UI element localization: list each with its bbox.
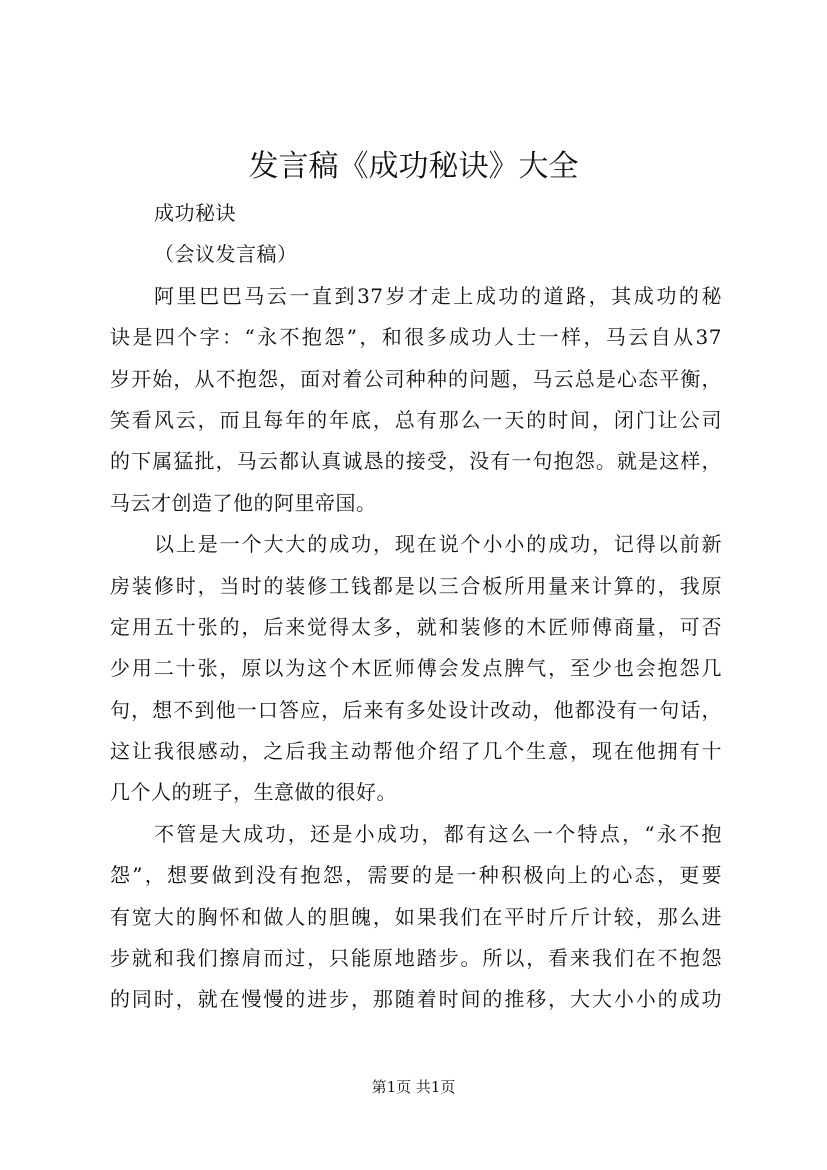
text-line: 几个人的班子，生意做的很好。 [110,780,397,805]
text-line: 定用五十张的，后来觉得太多，就和装修的木匠师傅商量，可否 [110,614,722,639]
text-line: 少用二十张，原以为这个木匠师傅会发点脾气，至少也会抱怨几 [110,656,722,681]
text-line: 以上是一个大大的成功，现在说个小小的成功，记得以前新 [154,532,722,557]
text-line: （会议发言稿） [154,242,298,267]
page-footer: 第1页 共1页 [371,1078,456,1096]
text-line: 步就和我们擦肩而过，只能原地踏步。所以，看来我们在不抱怨 [110,946,722,971]
text-line: 房装修时，当时的装修工钱都是以三合板所用量来计算的，我原 [110,573,722,598]
text-line: 笑看风云，而且每年的年底，总有那么一天的时间，闭门让公司 [110,407,722,432]
text-line: 句，想不到他一口答应，后来有多处设计改动，他都没有一句话， [110,697,722,722]
text-line: 岁开始，从不抱怨，面对着公司种种的问题，马云总是心态平衡， [110,366,722,391]
text-line: 马云才创造了他的阿里帝国。 [110,490,377,515]
text-line: 不管是大成功，还是小成功，都有这么一个特点，“永不抱 [154,821,722,846]
text-line: 有宽大的胸怀和做人的胆魄，如果我们在平时斤斤计较，那么进 [110,904,722,929]
text-line: 诀是四个字：“永不抱怨”，和很多成功人士一样，马云自从37 [110,325,722,350]
text-line: 这让我很感动，之后我主动帮他介绍了几个生意，现在他拥有十 [110,739,722,764]
text-line: 成功秘诀 [154,201,236,225]
document-title: 发言稿《成功秘诀》大全 [248,149,579,184]
text-line: 阿里巴巴马云一直到37岁才走上成功的道路，其成功的秘 [154,283,722,308]
document-body [110,193,722,1021]
text-line: 怨”，想要做到没有抱怨，需要的是一种积极向上的心态，更要 [110,863,722,888]
text-line: 的下属猛批，马云都认真诚恳的接受，没有一句抱怨。就是这样， [110,449,722,474]
text-line: 的同时，就在慢慢的进步，那随着时间的推移，大大小小的成功 [110,987,722,1012]
